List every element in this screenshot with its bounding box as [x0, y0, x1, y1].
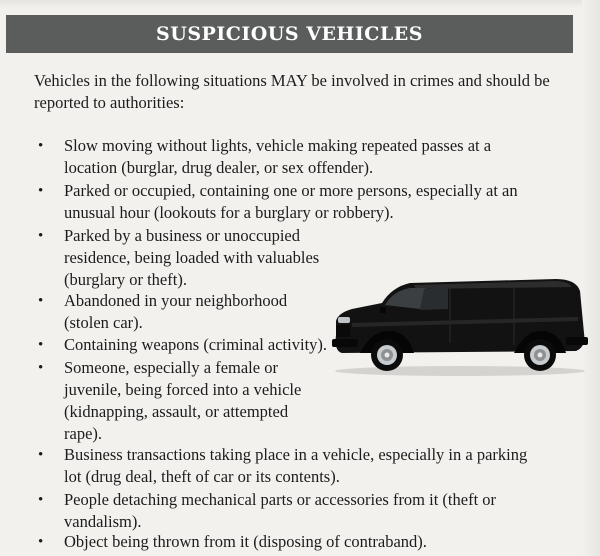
- bullet-icon: •: [38, 360, 44, 376]
- list-item: [38, 225, 368, 291]
- van-image: [330, 273, 590, 378]
- list-item-text: People detaching mechanical parts or accessories from it (theft or vandalism).: [64, 490, 497, 531]
- list-item: [38, 334, 348, 356]
- intro-paragraph: Vehicles in the following situations MAY be involved in crimes and should be reported to authorities:: [34, 71, 550, 112]
- list-item: [38, 135, 538, 179]
- list-item-text: Containing weapons (criminal activity).: [64, 335, 328, 354]
- bullet-icon: •: [38, 183, 44, 199]
- list-item-text: Business transactions taking place in a vehicle, especially in a parking lot (drug deal, theft of car or its contents).: [64, 445, 528, 486]
- bullet-icon: •: [38, 447, 44, 463]
- bullet-icon: •: [38, 492, 44, 508]
- list-item: [38, 444, 548, 488]
- list-item: [38, 531, 548, 553]
- list-item-text: Slow moving without lights, vehicle making repeated passes at a location (burglar, drug dealer, or sex offender).: [64, 136, 492, 177]
- list-item: [38, 489, 548, 533]
- bullet-icon: •: [38, 293, 44, 309]
- bullet-icon: •: [38, 337, 44, 353]
- list-item-text: Someone, especially a female or juvenile, being forced into a vehicle (kidnapping, assault, or attempted rape).: [64, 358, 302, 443]
- bullet-icon: •: [38, 228, 44, 244]
- list-item: [38, 180, 538, 224]
- list-item: [38, 357, 310, 445]
- list-item-text: Parked by a business or unoccupied residence, being loaded with valuables (burglary or theft).: [64, 226, 320, 289]
- bullet-icon: •: [38, 534, 44, 550]
- list-item: [38, 290, 318, 334]
- section-title: SUSPICIOUS VEHICLES: [156, 23, 423, 45]
- list-item-text: Abandoned in your neighborhood (stolen car).: [64, 291, 288, 332]
- bullet-icon: •: [38, 138, 44, 154]
- list-item-text: Object being thrown from it (disposing of contraband).: [64, 532, 427, 551]
- list-item-text: Parked or occupied, containing one or more persons, especially at an unusual hour (lookouts for a burglary or robbery).: [64, 181, 518, 222]
